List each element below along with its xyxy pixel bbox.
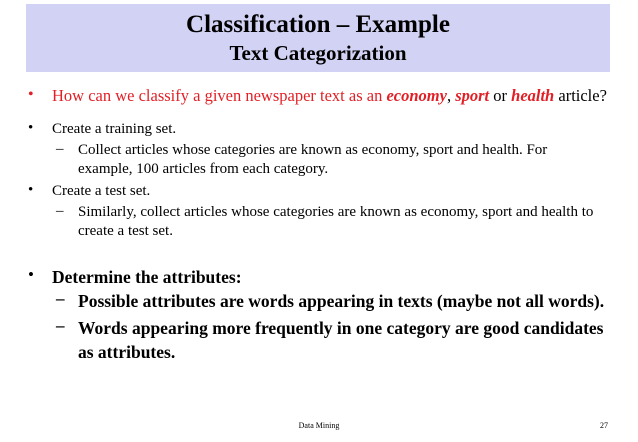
list-subitem-collect [56, 141, 601, 179]
list-subitem-frequent [56, 316, 606, 364]
bullet-icon: • [28, 120, 34, 136]
subitem-text: Collect articles whose categories are known as economy, sport and health. For example, 100 articles from each category. [78, 142, 548, 177]
item-text: Determine the attributes: [52, 267, 242, 287]
list-subitem-possible [56, 289, 606, 313]
subitem-text: Words appearing more frequently in one category are good candidates as attributes. [78, 318, 604, 362]
term-sport: sport [455, 86, 490, 105]
title-band [26, 4, 610, 72]
question-bullet-row [28, 86, 607, 106]
bullet-icon: • [28, 86, 34, 103]
dash-icon: – [56, 203, 64, 219]
bullet-icon: • [28, 182, 34, 198]
slide-subtitle: Text Categorization [229, 41, 407, 65]
question-text: How can we classify a given newspaper text as an economy, sport or health article? [52, 86, 607, 105]
term-health: health [511, 86, 555, 105]
list-subitem-similarly [56, 203, 601, 241]
slide-title: Classification – Example [186, 11, 450, 38]
dash-icon: – [56, 141, 64, 157]
page-number: 27 [600, 421, 608, 430]
list-item-training-set [28, 120, 176, 139]
dash-icon: – [56, 316, 65, 335]
list-item-test-set [28, 182, 150, 201]
subitem-text: Similarly, collect articles whose categories are known as economy, sport and health to create a test set. [78, 204, 594, 239]
footer-label: Data Mining [298, 421, 340, 430]
term-economy: economy [386, 86, 447, 105]
subitem-text: Possible attributes are words appearing in texts (maybe not all words). [78, 291, 605, 311]
item-text: Create a training set. [52, 121, 177, 137]
item-text: Create a test set. [52, 183, 151, 199]
bullet-icon: • [28, 265, 34, 284]
list-item-attributes [28, 265, 242, 289]
dash-icon: – [56, 289, 65, 308]
